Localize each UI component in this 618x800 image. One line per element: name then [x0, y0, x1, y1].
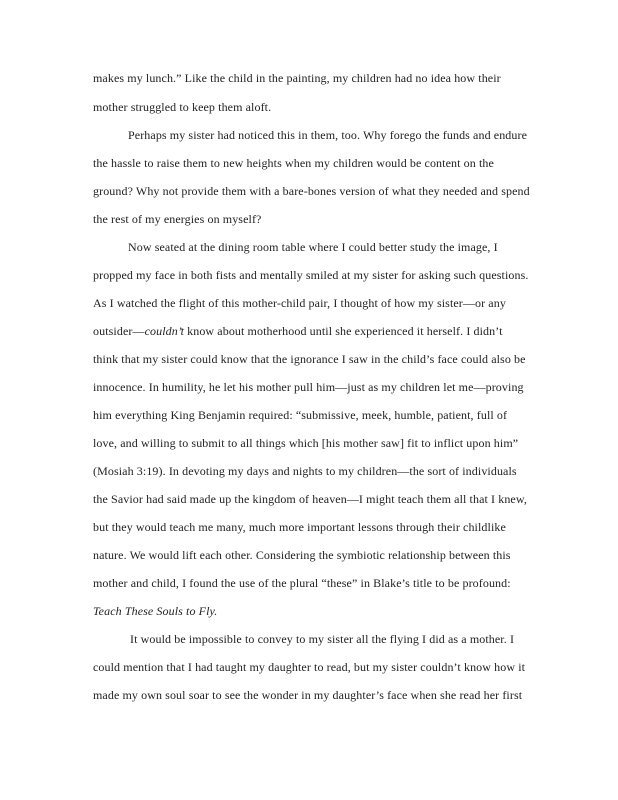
paragraph-line: As I watched the flight of this mother-child pair, I thought of how my sister—or any	[93, 296, 506, 310]
line-text: know about motherhood until she experienced it herself. I didn’t	[184, 324, 503, 338]
paragraph-line: made my own soul soar to see the wonder in my daughter’s face when she read her first	[93, 688, 523, 702]
paragraph-line: mother and child, I found the use of the plural “these” in Blake’s title to be profound:	[93, 576, 511, 590]
paragraph-line: nature. We would lift each other. Considering the symbiotic relationship between this	[93, 548, 511, 562]
paragraph-line: love, and willing to submit to all things which [his mother saw] fit to inflict upon him”	[93, 436, 519, 450]
paragraph-line: think that my sister could know that the ignorance I saw in the child’s face could also be	[93, 352, 526, 366]
paragraph-line: It would be impossible to convey to my sister all the flying I did as a mother. I	[130, 632, 515, 646]
paragraph-line: the rest of my energies on myself?	[93, 212, 262, 226]
paragraph-line: mother struggled to keep them aloft.	[93, 100, 272, 114]
paragraph-line: propped my face in both fists and mentally smiled at my sister for asking such questions.	[93, 268, 529, 282]
italic-title: Teach These Souls to Fly.	[93, 604, 218, 618]
paragraph-line	[93, 324, 503, 338]
paragraph-line: Now seated at the dining room table where I could better study the image, I	[128, 240, 498, 254]
paragraph-line: (Mosiah 3:19). In devoting my days and nights to my children—the sort of individuals	[93, 464, 517, 478]
paragraph-line: but they would teach me many, much more important lessons through their childlike	[93, 520, 506, 534]
paragraph-line: makes my lunch.” Like the child in the painting, my children had no idea how their	[93, 71, 501, 85]
paragraph-line: could mention that I had taught my daughter to read, but my sister couldn’t know how it	[93, 660, 526, 674]
italic-text: couldn’t	[144, 324, 185, 338]
paragraph-line: ground? Why not provide them with a bare-bones version of what they needed and spend	[93, 184, 530, 198]
paragraph-line: the Savior had said made up the kingdom of heaven—I might teach them all that I knew,	[93, 492, 527, 506]
paragraph-line: Perhaps my sister had noticed this in them, too. Why forego the funds and endure	[128, 128, 528, 142]
paragraph-line: him everything King Benjamin required: “submissive, meek, humble, patient, full of	[93, 408, 508, 422]
paragraph-line: innocence. In humility, he let his mother pull him—just as my children let me—proving	[93, 380, 524, 394]
paragraph-line: the hassle to raise them to new heights when my children would be content on the	[93, 156, 494, 170]
line-text: outsider—	[93, 324, 145, 338]
paragraph-line	[93, 604, 217, 618]
